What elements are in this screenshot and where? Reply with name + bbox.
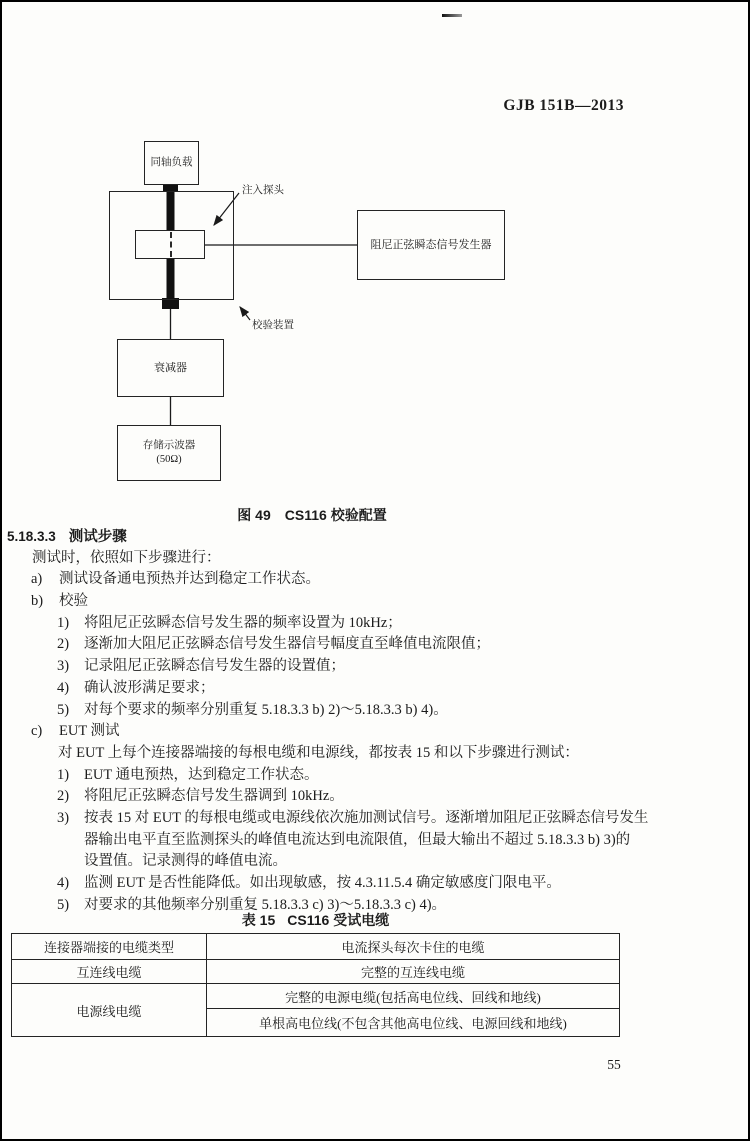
cable-table — [11, 933, 620, 1037]
step-marker: 5) — [57, 701, 70, 718]
step-b3 — [2, 656, 702, 678]
cable-type-cell: 互连线电缆 — [12, 960, 207, 984]
section-heading-title: 测试步骤 — [68, 529, 127, 545]
oscilloscope-label: 存储示波器 — [142, 440, 196, 451]
step-c3-line2: 器输出电平直至监测探头的峰值电流达到电流限值，但最大输出不超过 5.18.3.3 b) 3)的 — [84, 831, 631, 848]
figure-caption — [2, 505, 622, 525]
step-b1 — [2, 613, 702, 635]
table-caption-title: CS116 受试电缆 — [287, 912, 390, 928]
step-b5 — [2, 700, 702, 722]
step-marker: b) — [31, 593, 44, 610]
step-c3 — [2, 808, 702, 830]
probe-dashed-line — [170, 232, 172, 257]
step-text: 确认波形满足要求； — [84, 679, 215, 696]
calibration-fixture-label: 校验装置 — [252, 320, 294, 331]
step-marker: 2) — [57, 788, 70, 805]
attenuator-box: 衰减器 — [117, 339, 224, 397]
step-b — [2, 591, 702, 613]
table-header-probe-cable: 电流探头每次卡住的电缆 — [207, 934, 620, 960]
cable-desc-cell: 完整的互连线电缆 — [207, 960, 620, 984]
figure-caption-title: CS116 校验配置 — [284, 507, 387, 523]
step-marker: 2) — [57, 636, 70, 653]
cable-desc-cell: 单根高电位线(不包含其他高电位线、电源回线和地线) — [207, 1009, 620, 1037]
section-heading-number: 5.18.3.3 — [7, 529, 56, 544]
step-c4 — [2, 873, 702, 895]
table-caption-number: 表 15 — [241, 912, 276, 928]
step-text: EUT 通电预热，达到稳定工作状态。 — [84, 766, 319, 783]
oscilloscope-box — [117, 425, 221, 481]
figure-caption-number: 图 49 — [237, 507, 271, 523]
step-text: EUT 测试 — [59, 723, 120, 740]
step-marker: 3) — [57, 658, 70, 675]
section-body — [2, 526, 702, 916]
coax-load-box: 同轴负载 — [144, 141, 199, 185]
step-marker: 4) — [57, 875, 70, 891]
table-header-row — [12, 934, 620, 960]
step-c2 — [2, 786, 702, 808]
step-b4 — [2, 678, 702, 700]
step-a — [2, 569, 702, 591]
step-text: 记录阻尼正弦瞬态信号发生器的设置值； — [84, 658, 345, 675]
step-text: 测试设备通电预热并达到稳定工作状态。 — [59, 571, 320, 588]
step-marker: a) — [31, 571, 43, 588]
step-b2 — [2, 634, 702, 656]
table-header-cable-type: 连接器端接的电缆类型 — [12, 934, 207, 960]
step-text: 对要求的其他频率分别重复 5.18.3.3 c) 3)～5.18.3.3 c) 4)。 — [84, 896, 447, 913]
step-text: 监测 EUT 是否性能降低。如出现敏感，按 4.3.11.5.4 确定敏感度门限电平。 — [84, 875, 561, 891]
step-c-intro: 对 EUT 上每个连接器端接的每根电缆和电源线，都按表 15 和以下步骤进行测试： — [58, 744, 579, 761]
cable-type-cell: 电源线电缆 — [12, 984, 207, 1037]
section-heading — [2, 526, 702, 548]
step-c1 — [2, 765, 702, 787]
table-row — [12, 984, 620, 1009]
signal-generator-box: 阻尼正弦瞬态信号发生器 — [357, 210, 505, 280]
injection-probe-label: 注入探头 — [242, 185, 284, 196]
step-c3-line3: 设置值。记录测得的峰值电流。 — [84, 853, 287, 870]
oscilloscope-impedance: (50Ω) — [156, 454, 182, 465]
step-marker: 3) — [57, 809, 70, 826]
step-text: 对每个要求的频率分别重复 5.18.3.3 b) 2)～5.18.3.3 b) 4)。 — [84, 701, 448, 718]
step-text: 将阻尼正弦瞬态信号发生器的频率设置为 10kHz； — [84, 614, 402, 631]
section-intro: 测试时，依照如下步骤进行： — [32, 549, 221, 566]
step-text: 校验 — [59, 593, 88, 610]
step-marker: 1) — [57, 766, 70, 783]
step-text: 将阻尼正弦瞬态信号发生器调到 10kHz。 — [84, 788, 344, 805]
step-marker: 4) — [57, 679, 70, 696]
step-marker: 1) — [57, 614, 70, 631]
page-number: 55 — [607, 1057, 621, 1072]
injection-probe-box — [135, 230, 205, 259]
step-text: 逐渐加大阻尼正弦瞬态信号发生器信号幅度直至峰值电流限值； — [84, 636, 490, 653]
step-marker: c) — [31, 723, 43, 740]
table-caption — [2, 910, 629, 930]
step-marker: 5) — [57, 896, 70, 913]
standard-number-header: GJB 151B—2013 — [503, 97, 624, 114]
step-text: 按表 15 对 EUT 的每根电缆或电源线依次施加测试信号。逐渐增加阻尼正弦瞬态信号发生 — [84, 809, 649, 826]
cable-desc-cell: 完整的电源电缆(包括高电位线、回线和地线) — [207, 984, 620, 1009]
table-row — [12, 960, 620, 984]
step-c — [2, 721, 702, 743]
